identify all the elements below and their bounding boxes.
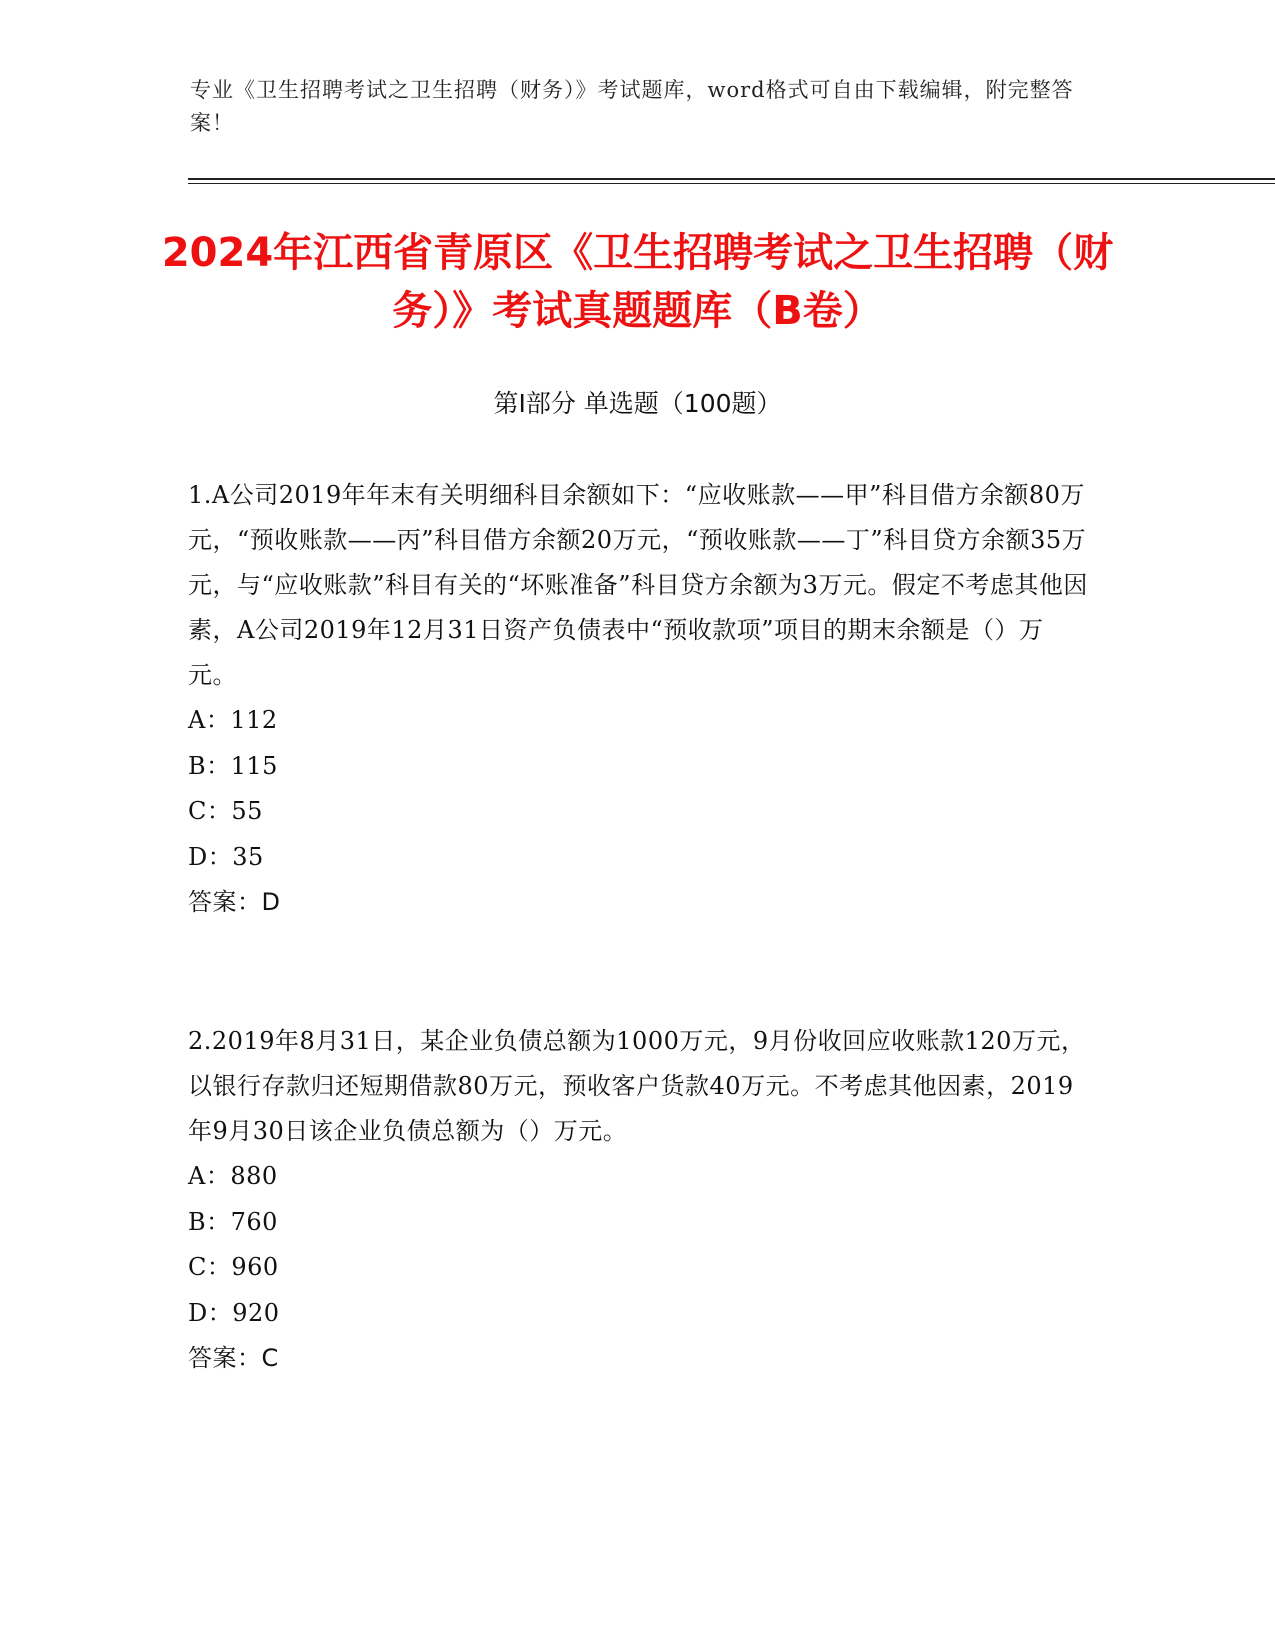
option-a: A：880 [188, 1162, 278, 1190]
option-b: B：760 [188, 1207, 278, 1236]
option-c: C：55 [188, 797, 263, 825]
option-b: B：115 [188, 751, 278, 780]
question-1 [188, 473, 1088, 925]
question-2 [188, 1019, 1088, 1381]
header-note: 专业《卫生招聘考试之卫生招聘（财务）》考试题库，word格式可自由下载编辑，附完整答案！ [190, 78, 1074, 135]
document-title: 2024年江西省青原区《卫生招聘考试之卫生招聘（财务）》考试真题题库（B卷） [161, 230, 1114, 334]
header-divider [188, 178, 1275, 180]
question-stem: 1.A公司2019年年末有关明细科目余额如下：“应收账款——甲”科目借方余额80万元，“预收账款——丙”科目借方余额20万元，“预收账款——丁”科目贷方余额35万元，与“应收账款”科目有关的“坏账准备”科目贷方余额为3万元。假定不考虑其他因素，A公司2019年12月31日资产负债表中“预收款项”项目的期末余额是（）万元。 [188, 481, 1088, 689]
option-c: C：960 [188, 1253, 279, 1281]
option-d: D：920 [188, 1298, 280, 1327]
question-stem: 2.2019年8月31日，某企业负债总额为1000万元，9月份收回应收账款120万元，以银行存款归还短期借款80万元，预收客户货款40万元。不考虑其他因素，2019年9月30日该企业负债总额为（）万元。 [188, 1027, 1086, 1145]
section-heading: 第Ⅰ部分 单选题（100题） [493, 389, 782, 418]
header-divider-thin [188, 183, 1275, 184]
option-d: D：35 [188, 842, 264, 871]
answer: 答案：C [188, 1344, 279, 1372]
answer: 答案：D [188, 888, 281, 916]
option-a: A：112 [188, 706, 278, 734]
